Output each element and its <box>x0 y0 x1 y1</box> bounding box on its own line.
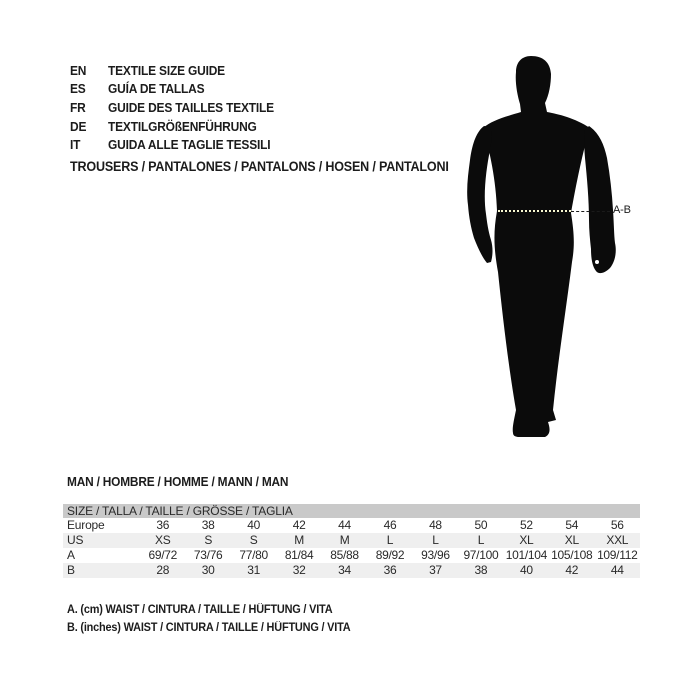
table-cell: XL <box>519 533 534 547</box>
row-label: US <box>67 533 84 547</box>
table-row-b <box>63 563 640 578</box>
size-table <box>63 504 640 578</box>
table-cell: L <box>386 533 394 547</box>
language-code: EN <box>70 62 87 78</box>
table-cell: 42 <box>565 563 579 577</box>
language-row-es <box>70 80 288 99</box>
man-silhouette-icon <box>440 48 660 448</box>
language-label: GUÍA DE TALLAS <box>108 81 205 97</box>
table-cell: XS <box>155 533 171 547</box>
table-cell: 109/112 <box>597 548 638 562</box>
table-cell: 34 <box>338 563 351 577</box>
language-list <box>70 61 288 154</box>
size-table-header: SIZE / TALLA / TAILLE / GRÖSSE / TAGLIA <box>63 504 640 518</box>
language-row-de <box>70 117 288 136</box>
table-cell: S <box>204 533 213 547</box>
table-cell: 73/76 <box>193 548 223 562</box>
table-cell: L <box>432 533 439 547</box>
table-cell: 93/96 <box>421 548 450 562</box>
table-row-a <box>63 548 640 563</box>
language-label: GUIDA ALLE TAGLIE TESSILI <box>108 137 271 153</box>
language-code: IT <box>70 137 81 153</box>
table-cell: S <box>249 533 258 547</box>
language-code: FR <box>70 99 86 115</box>
language-label: TEXTILGRÖßENFÜHRUNG <box>108 118 257 134</box>
table-cell: 105/108 <box>551 548 593 562</box>
table-cell: 89/92 <box>375 548 405 562</box>
table-cell: 38 <box>474 563 488 577</box>
table-cell: 36 <box>156 518 170 532</box>
table-cell: XXL <box>606 533 629 547</box>
row-label: A <box>67 548 75 562</box>
table-cell: 56 <box>610 518 624 532</box>
garment-title: TROUSERS / PANTALONES / PANTALONS / HOSEN / PANTALONI <box>70 159 449 174</box>
table-row-us <box>63 533 640 548</box>
language-row-fr <box>70 98 288 117</box>
table-cell: 97/100 <box>463 548 499 562</box>
language-row-en <box>70 61 288 80</box>
footnotes <box>67 602 365 637</box>
waist-measure-line-outer <box>571 211 610 212</box>
row-label: B <box>67 563 75 577</box>
table-cell: 44 <box>610 563 624 577</box>
table-cell: 52 <box>519 518 533 532</box>
table-cell: 38 <box>201 518 215 532</box>
footnote-a: A. (cm) WAIST / CINTURA / TAILLE / HÜFTUNG / VITA <box>67 604 333 616</box>
table-cell: 36 <box>383 563 397 577</box>
table-cell: 77/80 <box>239 548 268 562</box>
language-code: ES <box>70 81 86 97</box>
table-cell: M <box>339 533 350 547</box>
table-cell: 40 <box>247 518 260 532</box>
language-label: TEXTILE SIZE GUIDE <box>108 62 225 78</box>
table-cell: 42 <box>292 518 306 532</box>
language-code: DE <box>70 118 87 134</box>
table-row-europe <box>63 518 640 533</box>
table-cell: 44 <box>338 518 351 532</box>
table-cell: 101/104 <box>505 548 547 562</box>
table-cell: 69/72 <box>148 548 177 562</box>
table-cell: 28 <box>156 563 170 577</box>
footnote-b: B. (inches) WAIST / CINTURA / TAILLE / HÜFTUNG / VITA <box>67 621 351 634</box>
table-cell: 37 <box>429 563 442 577</box>
gender-label: MAN / HOMBRE / HOMME / MANN / MAN <box>67 475 289 489</box>
measure-label: A-B <box>613 204 631 216</box>
language-row-it <box>70 135 288 154</box>
row-label: Europe <box>67 518 105 532</box>
table-cell: L <box>477 533 485 547</box>
table-cell: 46 <box>383 518 397 532</box>
table-cell: 48 <box>429 518 442 532</box>
language-label: GUIDE DES TAILLES TEXTILE <box>108 99 274 115</box>
table-cell: 81/84 <box>284 548 314 562</box>
table-cell: M <box>294 533 304 547</box>
table-cell: 30 <box>201 563 215 577</box>
waist-measure-line-inner <box>498 210 571 212</box>
table-cell: 85/88 <box>330 548 359 562</box>
table-cell: 31 <box>247 563 260 577</box>
table-cell: 40 <box>519 563 533 577</box>
table-cell: 50 <box>474 518 488 532</box>
table-cell: XL <box>564 533 579 547</box>
size-table-body <box>63 518 640 578</box>
table-cell: 32 <box>292 563 306 577</box>
table-cell: 54 <box>565 518 579 532</box>
